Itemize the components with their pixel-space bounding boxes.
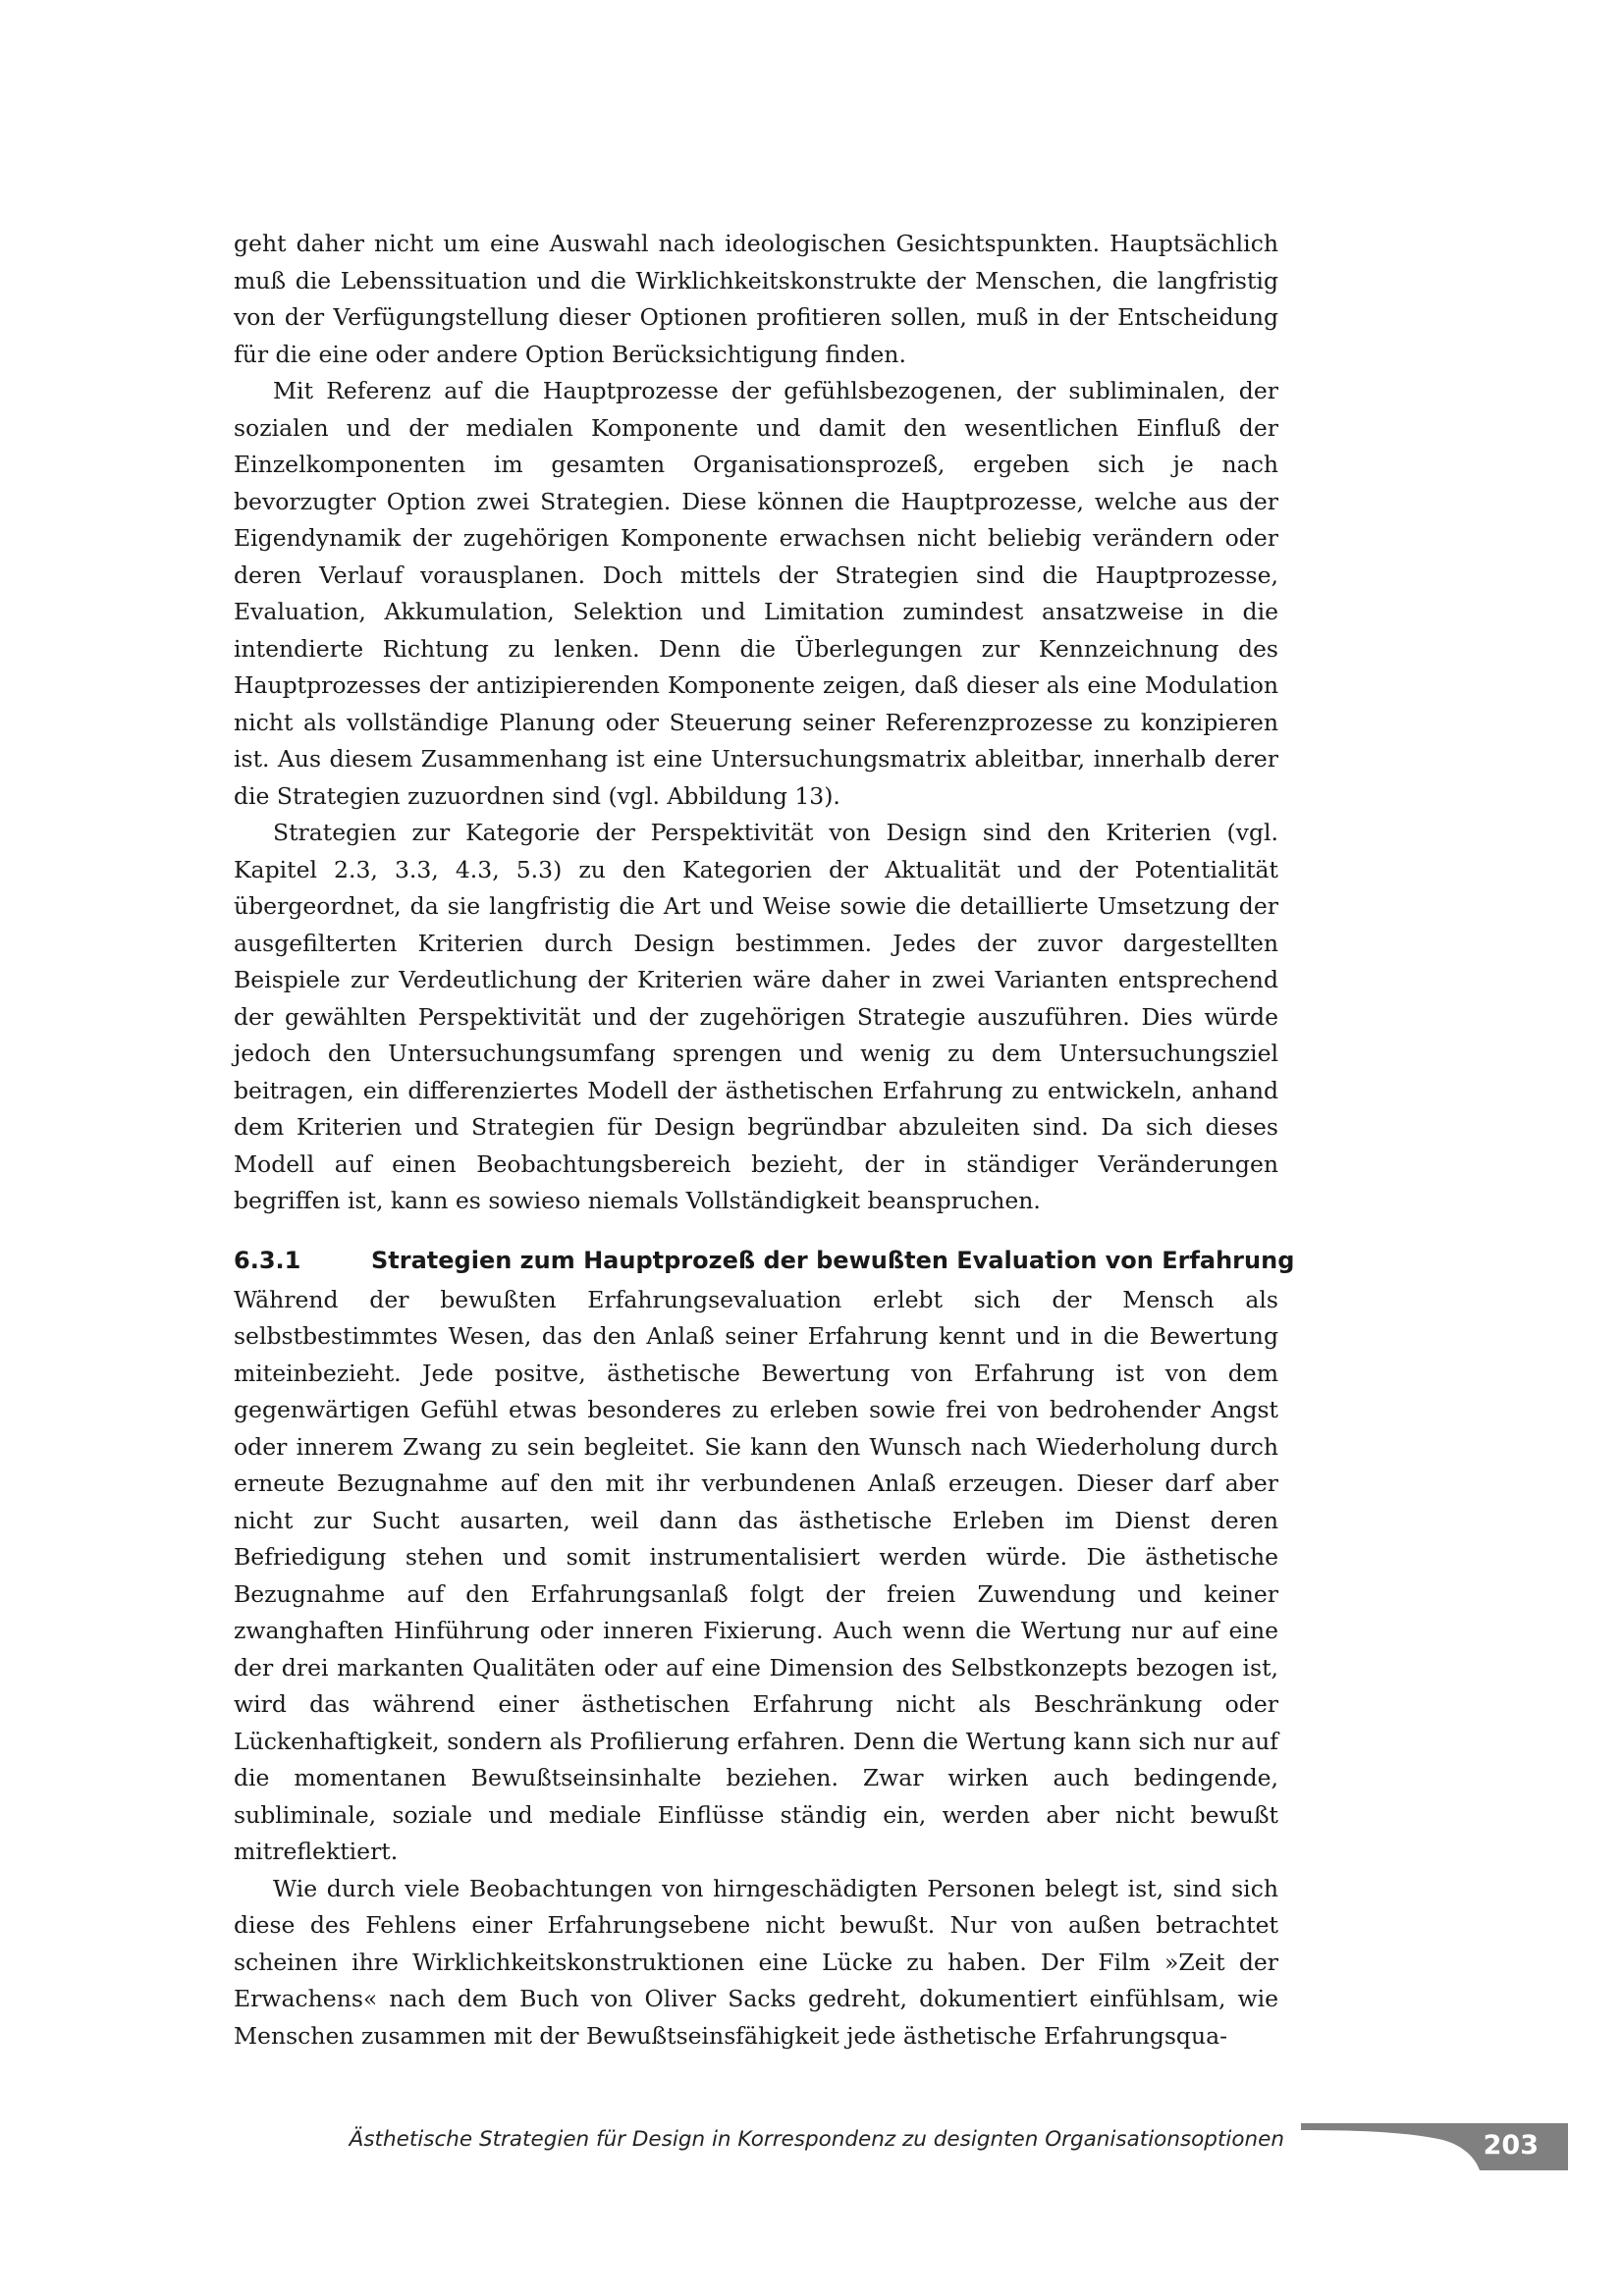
section-heading (234, 1244, 1295, 1277)
page-body (234, 226, 1295, 2055)
running-title: Ästhetische Strategien für Design in Korrespondenz zu designten Organisationsoptionen (349, 2127, 1284, 2152)
page-number-tab (1301, 2123, 1568, 2174)
page-number: 203 (1483, 2130, 1539, 2161)
paragraph-evaluation: Während der bewußten Erfahrungsevaluation erlebt sich der Mensch als selbstbestimmtes Wesen, das den Anlaß seiner Erfahrung kennt und in die Bewertung miteinbezieht. Jede positve, ästhetische Bewertung von Erfahrung ist von dem gegenwärtigen Gefühl etwas besonderes zu erleben sowie frei von bedrohender Angst oder innerem Zwang zu sein begleitet. Sie kann den Wunsch nach Wiederholung durch erneute Bezugnahme auf den mit ihr verbundenen Anlaß erzeugen. Dieser darf aber nicht zur Sucht ausarten, weil dann das ästhetische Erleben im Dienst deren Befriedigung stehen und somit instrumentalisiert werden würde. Die ästhetische Bezugnahme auf den Erfahrungsanlaß folgt der freien Zuwendung und keiner zwanghaften Hinführung oder inneren Fixierung. Auch wenn die Wertung nur auf eine der drei markanten Qualitäten oder auf eine Dimension des Selbstkonzepts bezogen ist, wird das während einer ästhetischen Erfahrung nicht als Beschränkung oder Lückenhaftigkeit, sondern als Profilierung erfahren. Denn die Wertung kann sich nur auf die momentanen Bewußtseinsinhalte beziehen. Zwar wirken auch bedingende, subliminale, soziale und mediale Einflüsse ständig ein, werden aber nicht bewußt mitreflektiert. (234, 1285, 1278, 1865)
paragraph-strategies-intro: Mit Referenz auf die Hauptprozesse der gefühlsbezogenen, der subliminalen, der sozialen und der medialen Komponente und damit den wesentlichen Einfluß der Einzelkomponenten im gesamten Organisationsprozeß, ergeben sich je nach bevorzugter Option zwei Strategien. Diese können die Hauptprozesse, welche aus der Eigendynamik der zugehörigen Komponente erwachsen nicht beliebig verändern oder deren Verlauf vorausplanen. Doch mittels der Strategien sind die Hauptprozesse, Evaluation, Akkumulation, Selektion und Limitation zumindest ansatzweise in die intendierte Richtung zu lenken. Denn die Überlegungen zur Kennzeichnung des Hauptprozesses der antizipierenden Komponente zeigen, daß dieser als eine Modulation nicht als vollständige Planung oder Steuerung seiner Referenzprozesse zu konzipieren ist. Aus diesem Zusammenhang ist eine Untersuchungsmatrix ableitbar, innerhalb derer die Strategien zuzuordnen sind (vgl. Abbildung 13). (234, 377, 1278, 810)
paragraph-perspectivity: Strategien zur Kategorie der Perspektivität von Design sind den Kriterien (vgl. Kapitel 2.3, 3.3, 4.3, 5.3) zu den Kategorien der Aktualität und der Potentialität übergeordnet, da sie langfristig die Art und Weise sowie die detaillierte Umsetzung der ausgefilterten Kriterien durch Design bestimmen. Jedes der zuvor dargestellten Beispiele zur Verdeutlichung der Kriterien wäre daher in zwei Varianten entsprechend der gewählten Perspektivität und der zugehörigen Strategie auszuführen. Dies würde jedoch den Untersuchungsumfang sprengen und wenig zu dem Untersuchungsziel beitragen, ein differenziertes Modell der ästhetischen Erfahrung zu entwickeln, anhand dem Kriterien und Strategien für Design begründbar abzuleiten sind. Da sich dieses Modell auf einen Beobachtungsbereich bezieht, der in ständiger Veränderungen begriffen ist, kann es sowieso niemals Vollständigkeit beanspruchen. (234, 819, 1278, 1214)
paragraph-brain-damage: Wie durch viele Beobachtungen von hirngeschädigten Personen belegt ist, sind sich diese des Fehlens einer Erfahrungsebene nicht bewußt. Nur von außen betrachtet scheinen ihre Wirklichkeitskonstruktionen eine Lücke zu haben. Der Film »Zeit der Erwachens« nach dem Buch von Oliver Sacks gedreht, dokumentiert einfühlsam, wie Menschen zusammen mit der Bewußtseinsfähigkeit jede ästhetische Erfahrungsqua- (234, 1874, 1278, 2050)
section-number: 6.3.1 (234, 1246, 301, 1274)
section-title: Strategien zum Hauptprozeß der bewußten Evaluation von Erfahrung (371, 1246, 1295, 1274)
paragraph-continuation: geht daher nicht um eine Auswahl nach ideologischen Gesichtspunkten. Hauptsächlich muß die Lebenssituation und die Wirklichkeitskonstrukte der Menschen, die langfristig von der Verfügungstellung dieser Optionen profitieren sollen, muß in der Entscheidung für die eine oder andere Option Berücksichtigung finden. (234, 230, 1278, 368)
